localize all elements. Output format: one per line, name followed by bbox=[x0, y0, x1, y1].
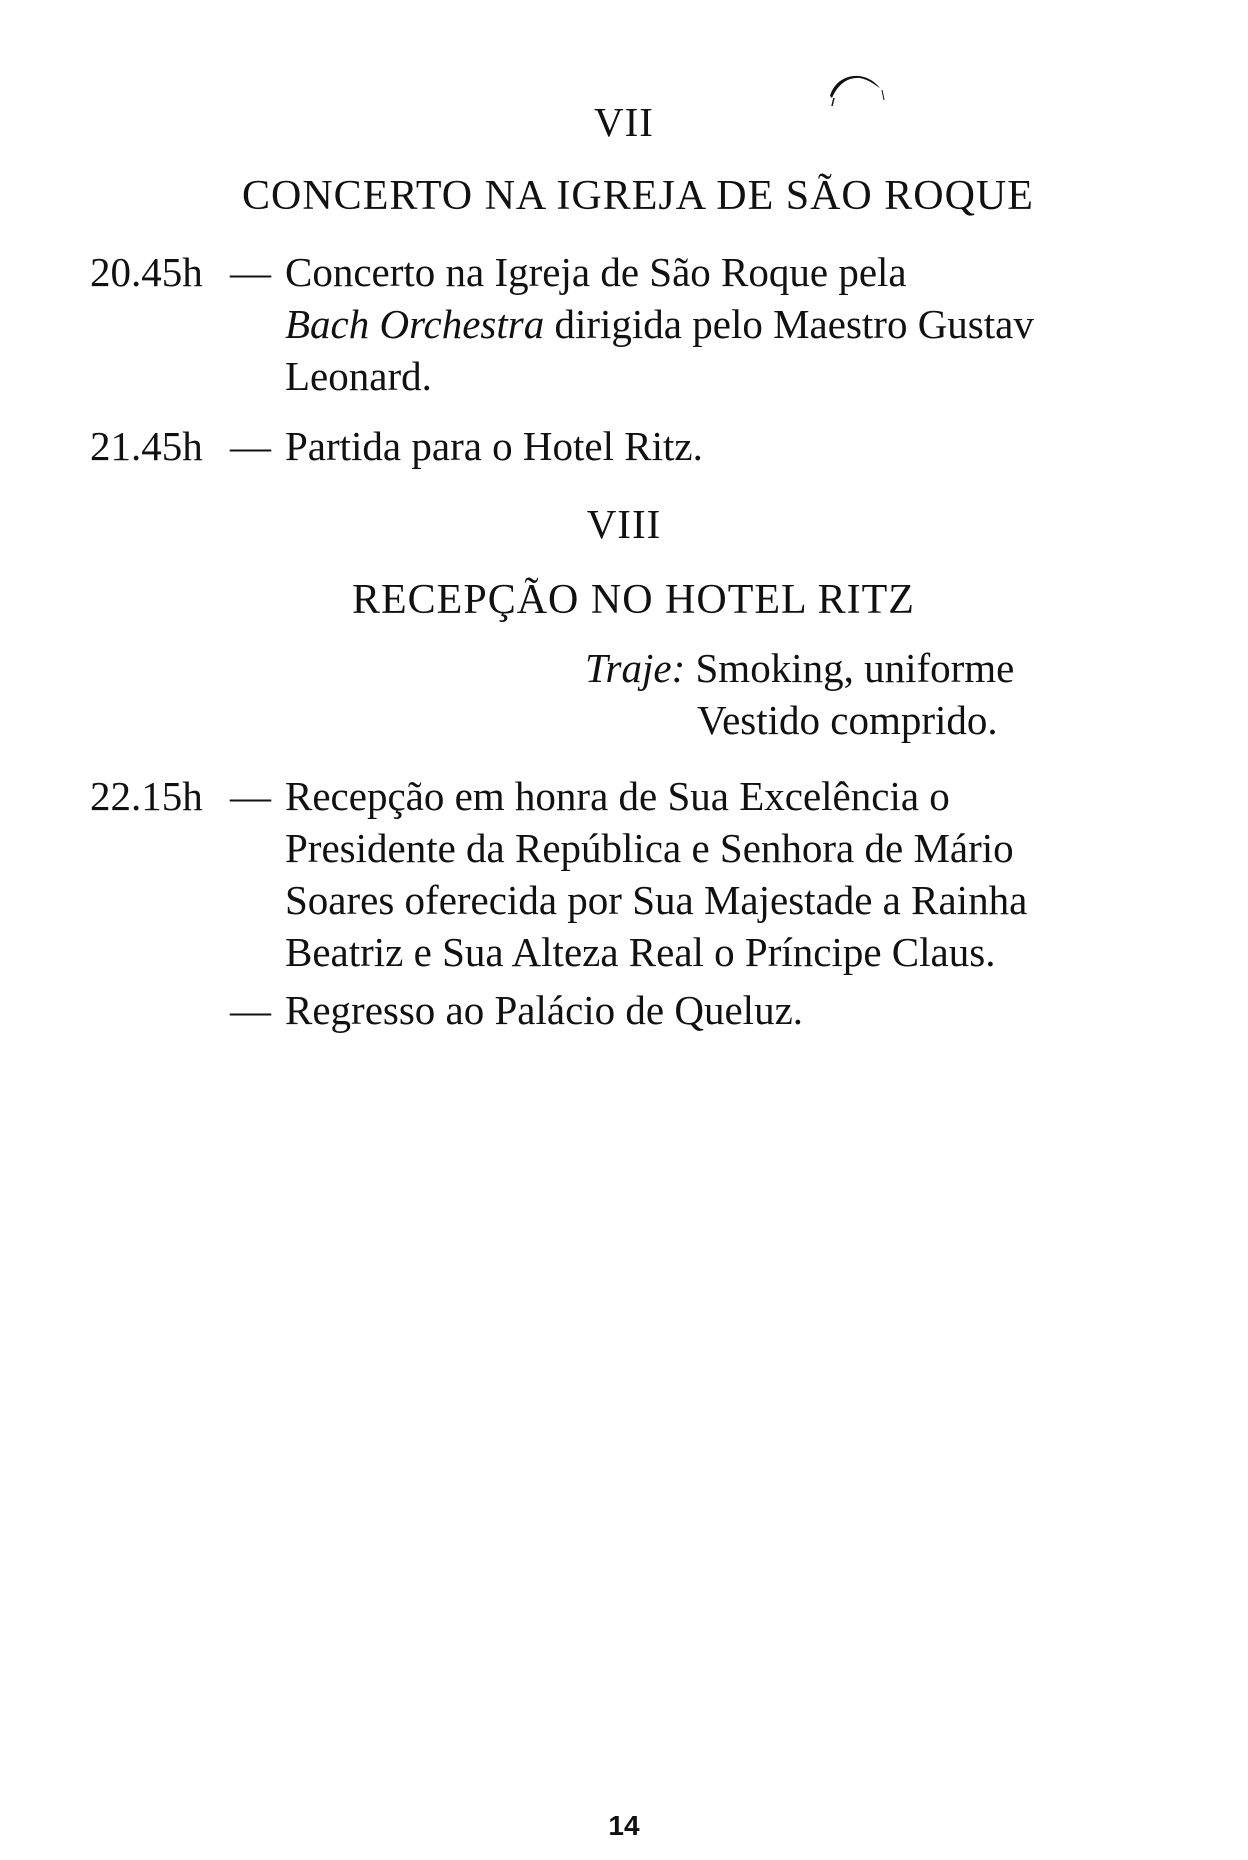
schedule-entry-return bbox=[0, 984, 1248, 1036]
schedule-entry-2145 bbox=[0, 420, 1248, 472]
dress-code-line2: Vestido comprido. bbox=[697, 697, 998, 743]
entry-text bbox=[285, 246, 1145, 402]
section-vii-title: CONCERTO NA IGREJA DE SÃO ROQUE bbox=[242, 173, 1034, 219]
entry-time: 21.45h bbox=[90, 423, 203, 469]
entry-line: Regresso ao Palácio de Queluz. bbox=[285, 987, 804, 1033]
page-number: 14 bbox=[608, 1810, 640, 1841]
entry-line: Soares oferecida por Sua Majestade a Rainha bbox=[285, 877, 1028, 923]
dress-code bbox=[585, 642, 1014, 746]
entry-text bbox=[285, 420, 1145, 472]
entry-dash: — bbox=[230, 987, 271, 1033]
entry-line: Concerto na Igreja de São Roque pela bbox=[285, 249, 907, 295]
section-viii-title: RECEPÇÃO NO HOTEL RITZ bbox=[352, 577, 915, 623]
entry-time: 22.15h bbox=[90, 773, 203, 819]
dress-code-label: Traje: bbox=[585, 645, 686, 691]
entry-line: Beatriz e Sua Alteza Real o Príncipe Claus. bbox=[285, 929, 996, 975]
entry-time: 20.45h bbox=[90, 249, 203, 295]
section-viii-number: VIII bbox=[586, 501, 662, 547]
entry-line: Presidente da República e Senhora de Mário bbox=[285, 825, 1014, 871]
schedule-entry-2215 bbox=[0, 770, 1248, 990]
entry-line: Partida para o Hotel Ritz. bbox=[285, 423, 703, 469]
entry-line bbox=[285, 298, 1145, 350]
section-vii-number: VII bbox=[594, 99, 654, 145]
entry-line-rest: dirigida pelo Maestro Gustav bbox=[544, 301, 1034, 347]
schedule-entry-2045 bbox=[0, 246, 1248, 406]
italic-orchestra-name: Bach Orchestra bbox=[285, 301, 545, 347]
entry-dash: — bbox=[230, 423, 271, 469]
entry-dash: — bbox=[230, 773, 271, 819]
entry-dash: — bbox=[230, 249, 271, 295]
entry-text bbox=[285, 984, 1145, 1036]
dress-code-line1: Smoking, uniforme bbox=[685, 645, 1015, 691]
entry-line: Leonard. bbox=[285, 353, 432, 399]
entry-line: Recepção em honra de Sua Excelência o bbox=[285, 773, 950, 819]
entry-text bbox=[285, 770, 1145, 978]
